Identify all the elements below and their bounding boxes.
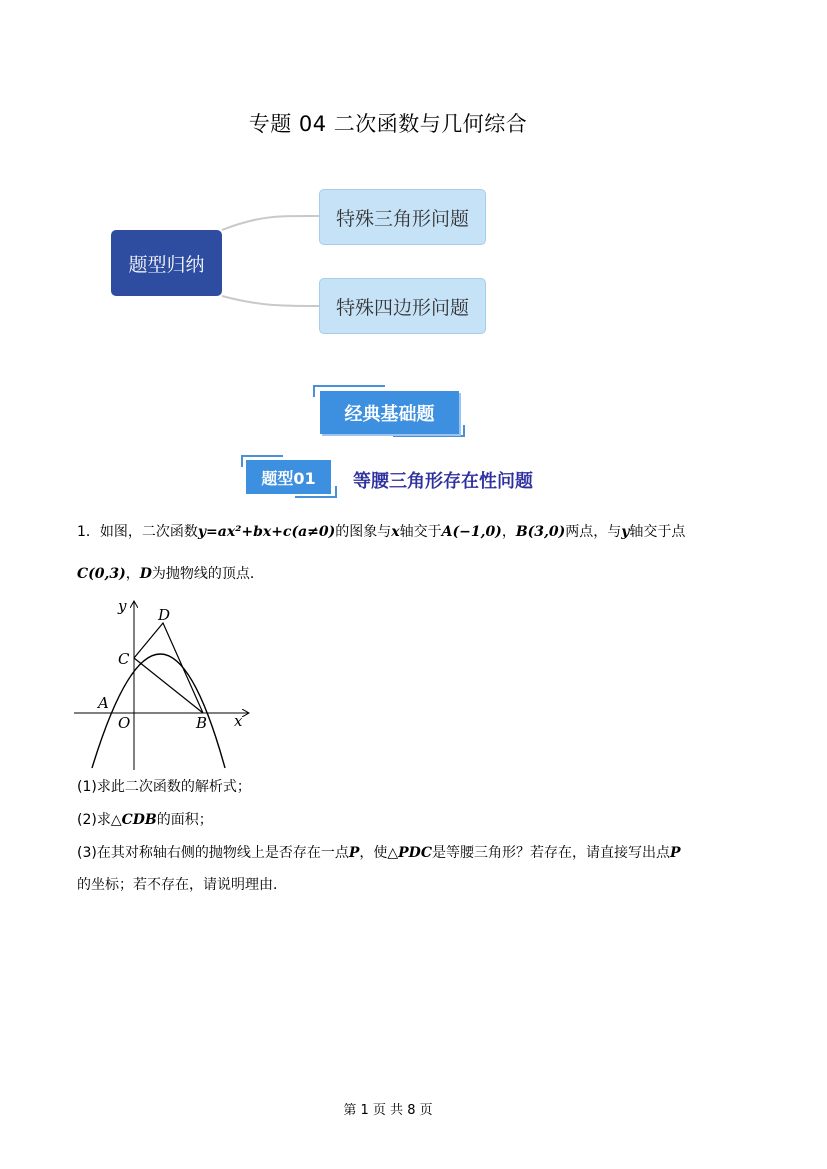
point-d: D: [139, 566, 152, 582]
label-b: B: [196, 714, 208, 732]
equation: y=ax²+bx+c(a≠0): [197, 524, 336, 540]
question-3-line-1: (3)在其对称轴右侧的抛物线上是否存在一点P，使△PDC是等腰三角形？若存在，请直接写出点P: [77, 845, 681, 861]
question-type-tag: 题型01: [246, 460, 331, 494]
label-x: x: [234, 712, 243, 730]
question-2: (2)求△CDB的面积；: [77, 812, 213, 828]
point-a: A(−1,0): [441, 524, 502, 540]
problem-line-1: 1．如图，二次函数y=ax²+bx+c(a≠0)的图象与x轴交于A(−1,0)，B(3,0)两点，与y轴交于点: [77, 524, 686, 540]
mindmap-node-special-quadrilateral: 特殊四边形问题: [319, 278, 486, 334]
label-y: y: [118, 598, 127, 615]
parabola-graph: [70, 598, 260, 773]
mindmap-node-special-triangle: 特殊三角形问题: [319, 189, 486, 245]
label-c: C: [118, 650, 130, 668]
point-c: C(0,3): [77, 566, 126, 582]
parabola-curve: [92, 654, 225, 768]
problem-number: 1．: [77, 524, 100, 540]
label-d: D: [158, 606, 171, 624]
question-1: (1)求此二次函数的解析式；: [77, 779, 251, 795]
label-o: O: [118, 714, 131, 732]
page-title: 专题 04 二次函数与几何综合: [248, 112, 528, 136]
problem-line-2: C(0,3)，D为抛物线的顶点．: [77, 566, 264, 582]
mindmap-root-node: 题型归纳: [111, 230, 222, 296]
label-a: A: [98, 694, 109, 712]
section-banner: 经典基础题: [320, 391, 459, 434]
point-b: B(3,0): [515, 524, 566, 540]
triangle-cdb: [134, 623, 203, 713]
page-footer: 第 1 页 共 8 页: [343, 1103, 433, 1118]
question-3-line-2: 的坐标；若不存在，请说明理由．: [77, 877, 287, 893]
question-type-title: 等腰三角形存在性问题: [353, 471, 533, 492]
